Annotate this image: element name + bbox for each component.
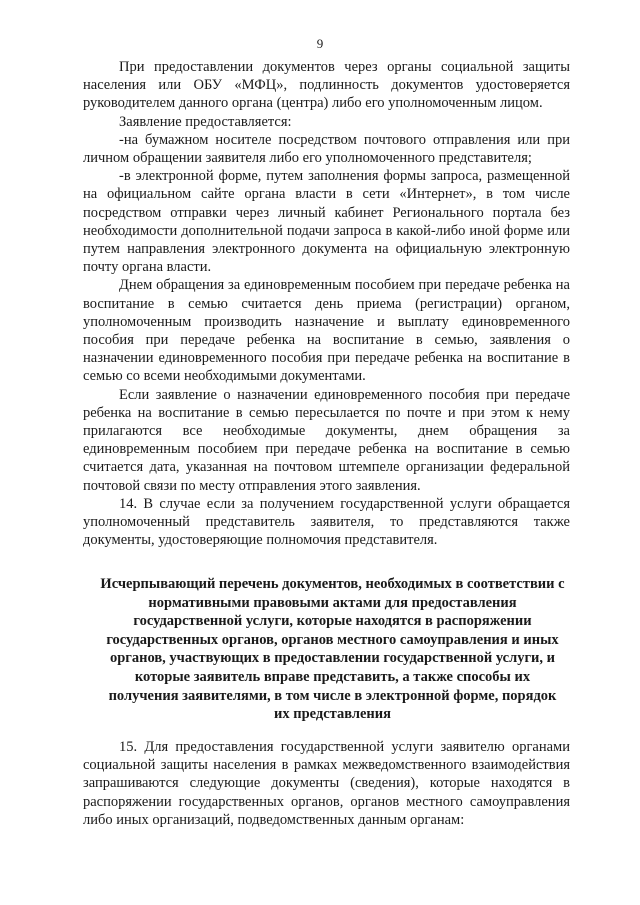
paragraph-electronic-form: -в электронной форме, путем заполнения формы запроса, размещенной на официальном сайте органа власти в сети «Интернет», в том числе посредством отправки через личный кабинет Регионального портала без необходимости дополнительной подачи запроса в какой-либо иной форме или путем направления электронного документа на официальную электронную почту органа власти.: [83, 168, 570, 276]
paragraph-postal-submission: Если заявление о назначении единовременного пособия при передаче ребенка на воспитание в семью пересылается по почте и при этом к нему прилагаются все необходимые документы, днем обращения за единовременным пособием при передаче ребенка на воспитание в семью считается дата, указанная на почтовом штемпеле организации федеральной почтовой связи по месту отправления этого заявления.: [83, 386, 570, 494]
paragraph-item-14: 14. В случае если за получением государственной услуги обращается уполномоченный представитель заявителя, то представляются также документы, удостоверяющие полномочия представителя.: [83, 495, 570, 549]
paragraph-paper-form: -на бумажном носителе посредством почтового отправления или при личном обращении заявителя либо его уполномоченного представителя;: [83, 131, 570, 167]
page-number: 9: [316, 36, 324, 51]
section-heading: Исчерпывающий перечень документов, необходимых в соответствии с нормативными правовыми актами для предоставления государственной услуги, которые находятся в распоряжении государственных органов, органов местного самоуправления и иных органов, участвующих в предоставлении государственной услуги, и которые заявитель вправе представить, а также способы их получения заявителями, в том числе в электронной форме, порядок их представления: [100, 576, 565, 723]
paragraph-application-day: Днем обращения за единовременным пособием при передаче ребенка на воспитание в семью считается день приема (регистрации) органом, уполномоченным производить назначение и выплату единовременного пособия при передаче ребенка на воспитание в семью, заявления о назначении единовременного пособия при передаче ребенка на воспитание в семью со всеми необходимыми документами.: [83, 277, 570, 385]
paragraph-documents-certification: При предоставлении документов через органы социальной защиты населения или ОБУ «МФЦ», подлинность документов удостоверяется руководителем данного органа (центра) либо его уполномоченным лицом.: [83, 59, 570, 112]
body-text-lower: [83, 738, 570, 829]
paragraph-application-submitted: Заявление предоставляется:: [119, 113, 292, 130]
paragraph-item-15: 15. Для предоставления государственной услуги заявителю органами социальной защиты населения в рамках межведомственного взаимодействия запрашиваются следующие документы (сведения), которые находятся в распоряжении государственных органов, органов местного самоуправления либо иных организаций, подведомственных данным органам:: [83, 739, 570, 828]
body-text-upper: [83, 58, 570, 549]
